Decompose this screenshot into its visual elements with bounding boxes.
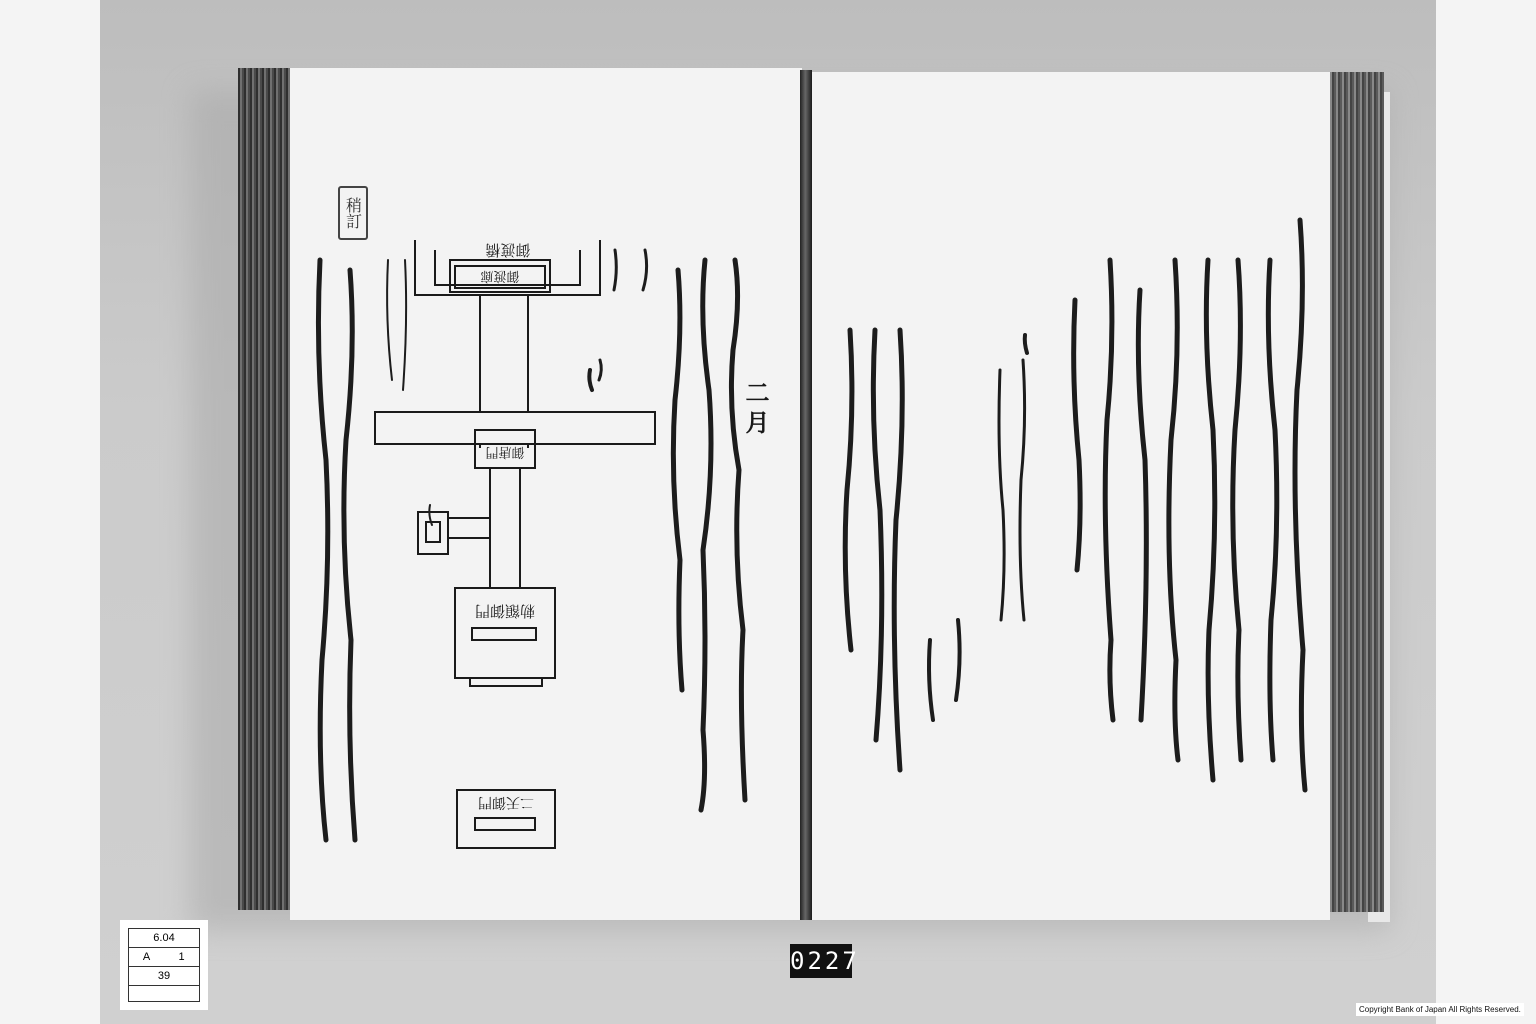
diagram-label-upper-gate: 御渡廊 — [480, 268, 520, 283]
book-right-page-edges — [1322, 72, 1384, 912]
archive-label-row-1: 6.04 — [129, 929, 199, 948]
book-gutter — [800, 70, 812, 920]
diagram-label-lower-gate: 勅額御門 — [474, 602, 536, 620]
archive-label-table — [128, 928, 200, 1002]
right-page-handwriting — [830, 200, 1320, 840]
month-heading: 二月 — [741, 380, 770, 440]
diagram-label-middle-gate: 御唐門 — [485, 444, 525, 459]
diagram-label-bottom-gate: 二天御門 — [478, 794, 534, 810]
left-page-handwriting — [290, 180, 770, 860]
archive-label-row-2-left: A — [142, 951, 151, 963]
copyright-notice: Copyright Bank of Japan All Rights Reserved. — [1356, 1003, 1524, 1016]
archive-label-row-3: 39 — [129, 967, 199, 986]
archive-label-row-4 — [129, 986, 199, 1004]
book-left-page-edges — [238, 68, 293, 910]
library-seal: 稍訂 — [338, 186, 368, 240]
archive-label-row-2 — [129, 948, 199, 967]
diagram-label-top-building: 御渡橋 — [485, 241, 531, 259]
frame-number: 0227 — [790, 944, 852, 978]
archive-label-row-2-right: 1 — [178, 951, 185, 963]
archive-label-card — [120, 920, 208, 1010]
